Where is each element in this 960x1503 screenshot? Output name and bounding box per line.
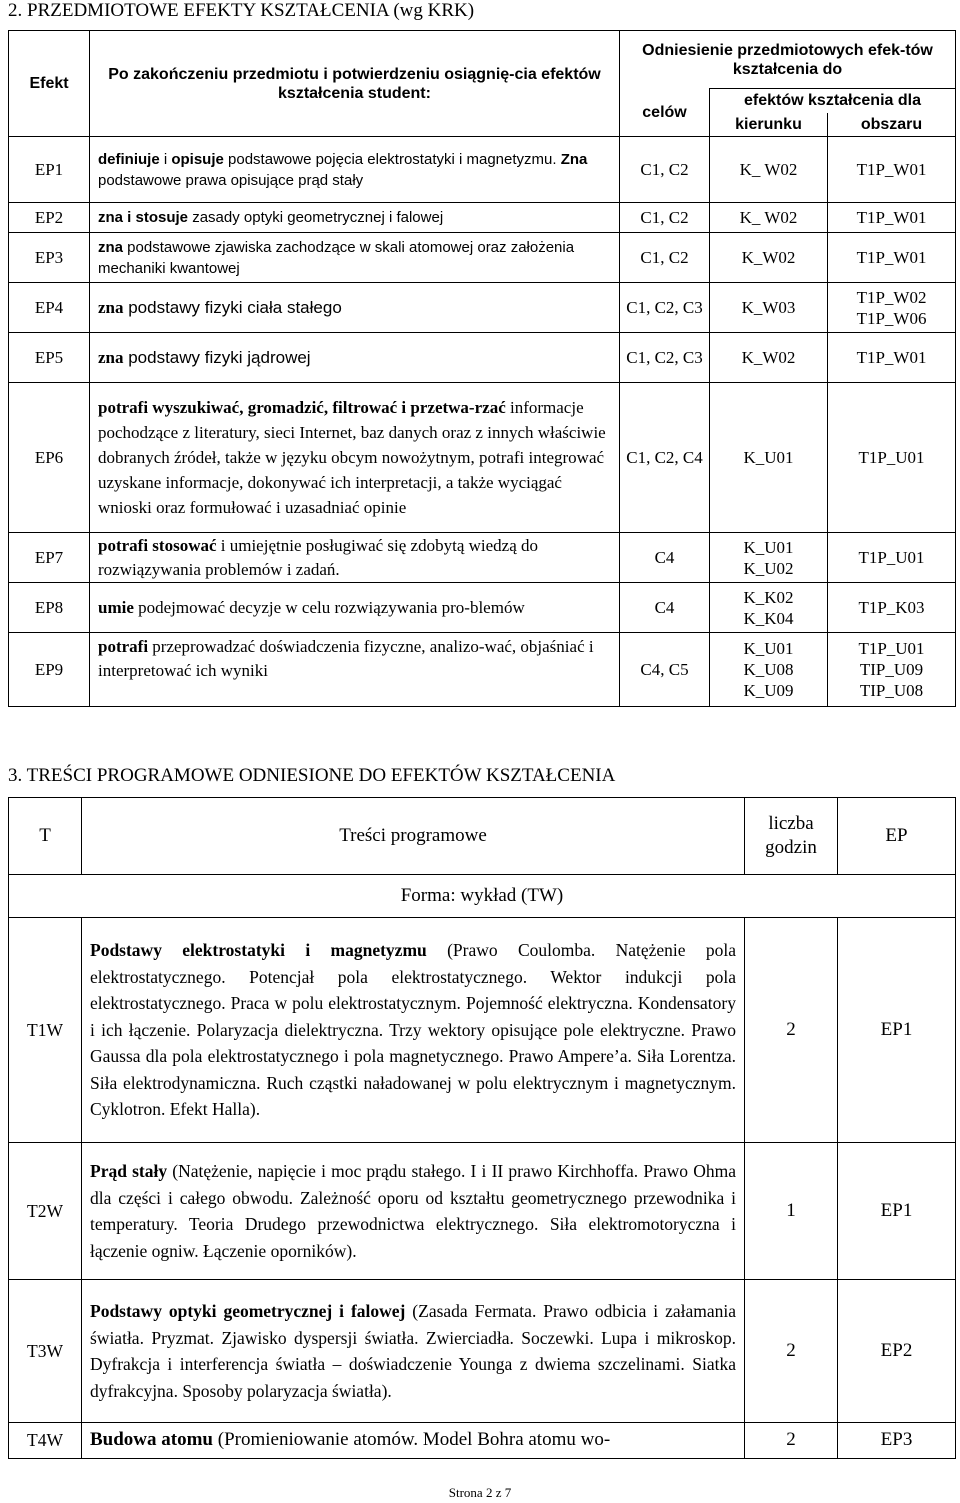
effect-kierunku: K_U01 <box>710 383 828 533</box>
content-title: Podstawy elektrostatyki i magnetyzmu <box>90 940 427 961</box>
effect-description <box>90 583 620 633</box>
effect-celow: C4 <box>620 533 710 583</box>
effect-text: zasady optyki geometrycznej i falowej <box>188 209 444 226</box>
effect-description <box>90 633 620 707</box>
effect-text: podstawowe pojęcia elektrostatyki i magnetyzmu. <box>223 150 561 168</box>
effect-kierunku: K_W02 <box>710 333 828 383</box>
effect-description <box>90 203 620 233</box>
content-ep: EP1 <box>838 918 956 1143</box>
effect-verb: definiuje <box>98 150 160 168</box>
effect-obszaru: T1P_W02 T1P_W06 <box>828 283 956 333</box>
content-code: T4W <box>9 1423 82 1459</box>
effect-verb: Zna <box>560 150 588 168</box>
program-content-table <box>8 797 956 1459</box>
effects-table <box>8 30 956 707</box>
effect-text: i <box>159 150 172 168</box>
header-efektow-dla: efektów kształcenia dla <box>710 89 956 113</box>
effect-celow: C1, C2, C3 <box>620 283 710 333</box>
content-text <box>82 1280 745 1423</box>
content-title: Podstawy optyki geometrycznej i falowej <box>90 1301 406 1321</box>
effect-obszaru: T1P_U01 <box>828 533 956 583</box>
section-2-heading: 2. PRZEDMIOTOWE EFEKTY KSZTAŁCENIA (wg KRK) <box>8 0 475 21</box>
effect-text: informacje pochodzące z literatury, sieci Internet, baz danych oraz z innych właściwie dobranych źródeł, także w języku obcym nowożytnym, potrafi integrować uzyskane informacje, dokonywać ich interpretacji, a także wyciągać wnioski oraz formułować i uzasadniać opinie <box>98 398 606 517</box>
effect-obszaru: T1P_U01 TIP_U09 TIP_U08 <box>828 633 956 707</box>
effect-celow: C1, C2 <box>620 233 710 283</box>
content-title: Prąd stały <box>90 1161 168 1181</box>
content-text <box>82 918 745 1143</box>
effect-row <box>9 383 956 533</box>
effect-code: EP5 <box>9 333 90 383</box>
content-text <box>82 1143 745 1280</box>
content-row <box>9 1143 956 1280</box>
header-celow: celów <box>620 89 710 137</box>
effect-celow: C1, C2 <box>620 137 710 203</box>
header-godzin: godzin <box>765 837 817 858</box>
content-text <box>82 1423 745 1459</box>
content-hours: 2 <box>745 1423 838 1459</box>
effect-code: EP1 <box>9 137 90 203</box>
effect-text: podstawy fizyki ciała stałego <box>123 298 342 317</box>
effect-verb: potrafi stosować <box>98 535 217 555</box>
effect-text: przeprowadzać doświadczenia fizyczne, analizo-wać, objaśniać i interpretować ich wyniki <box>98 637 594 680</box>
effect-verb: zna <box>98 348 124 367</box>
content-row <box>9 1280 956 1423</box>
effect-code: EP3 <box>9 233 90 283</box>
content-ep: EP2 <box>838 1280 956 1423</box>
effect-kierunku: K_ W02 <box>710 203 828 233</box>
effect-code: EP4 <box>9 283 90 333</box>
effect-obszaru: T1P_W01 <box>828 333 956 383</box>
header-tresci: Treści programowe <box>82 798 745 875</box>
effect-kierunku: K_U01 K_U02 <box>710 533 828 583</box>
content-body: (Promieniowanie atomów. Model Bohra atomu wo- <box>213 1429 611 1451</box>
effect-celow: C1, C2, C4 <box>620 383 710 533</box>
section-3-heading: 3. TREŚCI PROGRAMOWE ODNIESIONE DO EFEKTÓW KSZTAŁCENIA <box>8 765 616 786</box>
effect-kierunku: K_K02 K_K04 <box>710 583 828 633</box>
content-body: (Zasada Fermata. Prawo odbicia i załamania światła. Pryzmat. Zjawisko dyspersji światła. Zwierciadła. Soczewki. Lupa i mikroskop. Dyfrakcja i interferencja światła – doświadczenie Younga z dwiema szczelinami. Siatka dyfrakcyjna. Sposoby polaryzacja światła). <box>90 1301 736 1401</box>
page-footer: Strona 2 z 7 <box>448 1485 512 1500</box>
effect-text: podejmować decyzje w celu rozwiązywania pro-blemów <box>133 597 525 617</box>
content-code: T2W <box>9 1143 82 1280</box>
content-header-row <box>9 798 956 875</box>
effect-verb: zna <box>98 238 124 256</box>
effect-kierunku: K_ W02 <box>710 137 828 203</box>
effect-kierunku: K_W02 <box>710 233 828 283</box>
effect-celow: C1, C2, C3 <box>620 333 710 383</box>
header-efekt: Efekt <box>9 31 90 137</box>
effect-row <box>9 583 956 633</box>
effect-celow: C4 <box>620 583 710 633</box>
effect-row <box>9 203 956 233</box>
header-liczba: liczba <box>768 813 814 834</box>
effects-header-row <box>9 31 956 89</box>
effect-code: EP2 <box>9 203 90 233</box>
effect-description <box>90 233 620 283</box>
effect-kierunku: K_W03 <box>710 283 828 333</box>
effect-text: podstawy fizyki jądrowej <box>123 348 311 367</box>
effect-obszaru: T1P_W01 <box>828 233 956 283</box>
content-body: (Natężenie, napięcie i moc prądu stałego. I i II prawo Kirchhoffa. Prawo Ohma dla części i całego obwodu. Zależność oporu od kształtu geometrycznego przewodnika i temperatury. Teoria Drudego przewodnictwa elektrycznego. Siła elektromotoryczna i łączenie ogniw. Łączenie oporników). <box>90 1161 736 1261</box>
content-ep: EP1 <box>838 1143 956 1280</box>
effect-obszaru: T1P_W01 <box>828 137 956 203</box>
effect-verb: potrafi wyszukiwać, gromadzić, filtrować i przetwa-rzać <box>98 398 506 417</box>
effect-code: EP9 <box>9 633 90 707</box>
forma-label: Forma: wykład (TW) <box>9 875 956 918</box>
content-row <box>9 918 956 1143</box>
effect-row <box>9 633 956 707</box>
content-ep: EP3 <box>838 1423 956 1459</box>
header-obszaru: obszaru <box>828 113 956 137</box>
effect-description <box>90 383 620 533</box>
effect-celow: C1, C2 <box>620 203 710 233</box>
content-hours: 1 <box>745 1143 838 1280</box>
effect-verb: zna <box>98 298 124 317</box>
header-t: T <box>9 798 82 875</box>
effect-description <box>90 137 620 203</box>
effect-verb: zna i stosuje <box>98 209 189 226</box>
content-body: (Prawo Coulomba. Natężenie pola elektrostatycznego. Potencjał pola elektrostatycznego. Wektor indukcji pola elektrostatycznego. Praca w polu elektrostatycznym. Pojemność elektryczna. Kondensatory i ich łączenie. Polaryzacja dielektryczna. Trzy wektory opisujące pole elektryczne. Prawo Gaussa dla pola elektrostatycznego i pola magnetycznego. Prawo Ampere’a. Siła Lorentza. Siła elektrodynamiczna. Ruch cząstki naładowanej w polu elektrycznym i magnetycznym. Cyklotron. Efekt Halla). <box>90 940 736 1120</box>
header-odniesienie: Odniesienie przedmiotowych efek-tów kształcenia do <box>620 31 956 89</box>
effect-celow: C4, C5 <box>620 633 710 707</box>
effect-text: podstawowe prawa opisujące prąd stały <box>98 171 364 189</box>
header-po-zakonczeniu: Po zakończeniu przedmiotu i potwierdzeniu osiągnię-cia efektów kształcenia student: <box>90 31 620 137</box>
content-code: T3W <box>9 1280 82 1423</box>
effect-code: EP6 <box>9 383 90 533</box>
effect-text: podstawowe zjawiska zachodzące w skali atomowej oraz założenia mechaniki kwantowej <box>98 238 575 277</box>
effect-row <box>9 333 956 383</box>
header-liczba-godzin <box>745 798 838 875</box>
effect-row <box>9 283 956 333</box>
effect-row <box>9 137 956 203</box>
header-kierunku: kierunku <box>710 113 828 137</box>
content-title: Budowa atomu <box>90 1429 213 1451</box>
content-hours: 2 <box>745 1280 838 1423</box>
forma-row <box>9 875 956 918</box>
content-code: T1W <box>9 918 82 1143</box>
effect-text: i umiejętnie posługiwać się zdobytą wiedzą do rozwiązywania problemów i zadań. <box>98 535 539 579</box>
effect-code: EP7 <box>9 533 90 583</box>
effect-kierunku: K_U01 K_U08 K_U09 <box>710 633 828 707</box>
effect-verb: potrafi <box>98 637 149 656</box>
effect-obszaru: T1P_K03 <box>828 583 956 633</box>
header-ep: EP <box>838 798 956 875</box>
effect-obszaru: T1P_W01 <box>828 203 956 233</box>
effect-row <box>9 533 956 583</box>
effect-description <box>90 533 620 583</box>
effect-verb: opisuje <box>171 150 224 168</box>
effect-verb: umie <box>98 597 134 617</box>
content-row <box>9 1423 956 1459</box>
effect-description <box>90 333 620 383</box>
effect-obszaru: T1P_U01 <box>828 383 956 533</box>
content-hours: 2 <box>745 918 838 1143</box>
effect-code: EP8 <box>9 583 90 633</box>
effect-description <box>90 283 620 333</box>
effect-row <box>9 233 956 283</box>
